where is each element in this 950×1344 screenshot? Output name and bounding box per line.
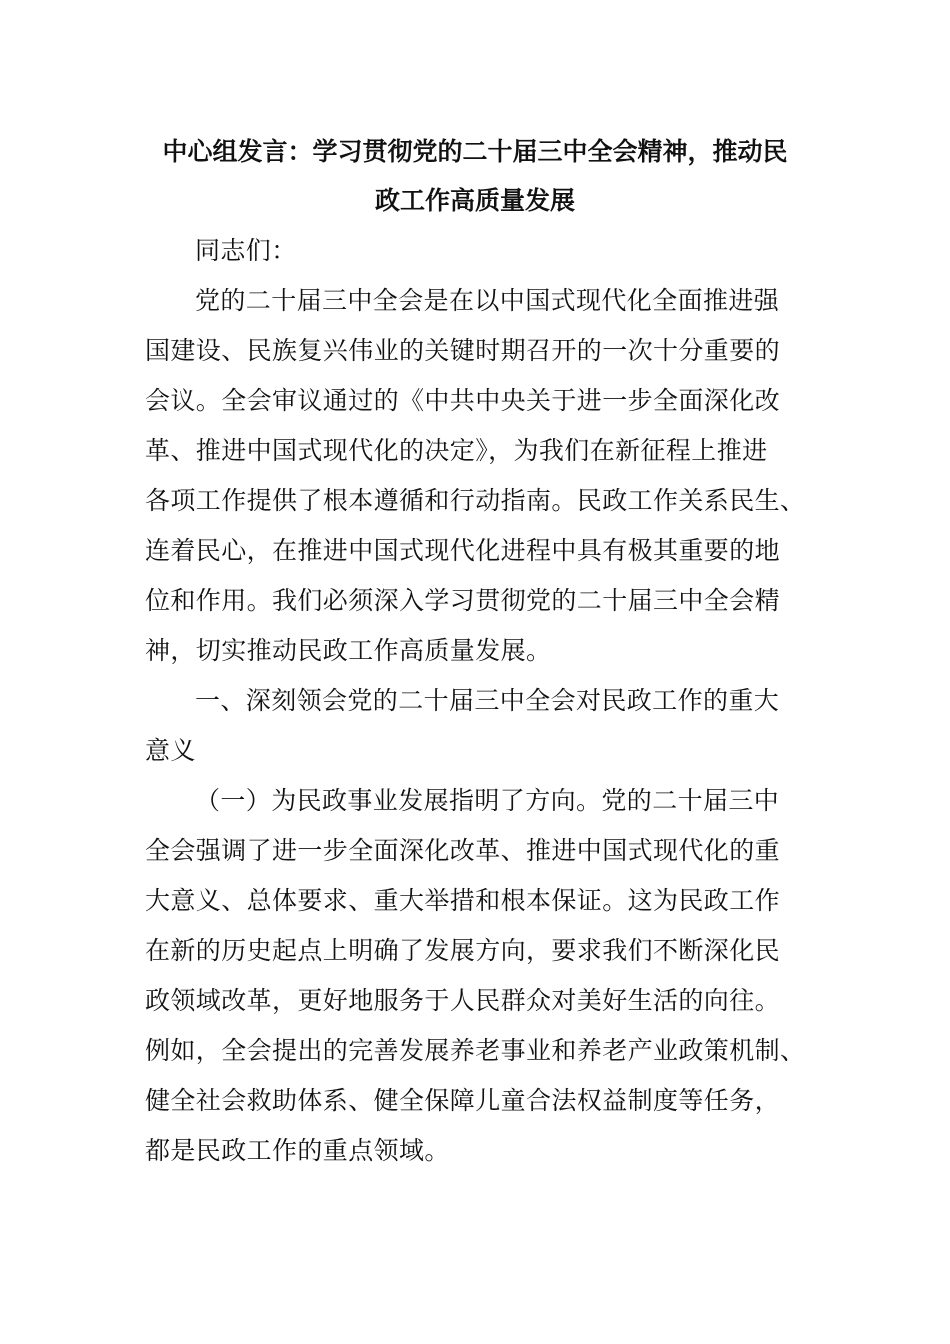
section-heading-line-2: 意义 [145,736,196,765]
paragraph-1-line-8: 神，切实推动民政工作高质量发展。 [145,636,552,665]
document-title-line-2: 政工作高质量发展 [374,186,575,215]
document-title-line-1: 中心组发言：学习贯彻党的二十届三中全会精神，推动民 [162,137,788,166]
section-heading-line-1: 一、深刻领会党的二十届三中全会对民政工作的重大 [195,686,780,715]
subsection-paragraph-line-3: 大意义、总体要求、重大举措和根本保证。这为民政工作 [145,886,781,915]
paragraph-1-line-1: 党的二十届三中全会是在以中国式现代化全面推进强 [195,286,780,315]
paragraph-1-line-5: 各项工作提供了根本遵循和行动指南。民政工作关系民生、 [145,486,806,515]
subsection-paragraph-line-2: 全会强调了进一步全面深化改革、推进中国式现代化的重 [145,836,781,865]
salutation: 同志们： [195,236,297,265]
subsection-paragraph-line-4: 在新的历史起点上明确了发展方向，要求我们不断深化民 [145,936,781,965]
subsection-paragraph-line-6: 例如，全会提出的完善发展养老事业和养老产业政策机制、 [145,1036,806,1065]
subsection-paragraph-line-7: 健全社会救助体系、健全保障儿童合法权益制度等任务， [145,1086,781,1115]
subsection-paragraph-line-5: 政领域改革，更好地服务于人民群众对美好生活的向往。 [145,986,781,1015]
paragraph-1-line-3: 会议。全会审议通过的《中共中央关于进一步全面深化改 [145,386,781,415]
subsection-paragraph-line-1: （一）为民政事业发展指明了方向。党的二十届三中 [195,786,780,815]
subsection-paragraph-line-8: 都是民政工作的重点领域。 [145,1136,450,1165]
paragraph-1-line-7: 位和作用。我们必须深入学习贯彻党的二十届三中全会精 [145,586,781,615]
paragraph-1-line-2: 国建设、民族复兴伟业的关键时期召开的一次十分重要的 [145,336,781,365]
paragraph-1-line-6: 连着民心，在推进中国式现代化进程中具有极其重要的地 [145,536,781,565]
paragraph-1-line-4: 革、推进中国式现代化的决定》，为我们在新征程上推进 [145,436,768,465]
